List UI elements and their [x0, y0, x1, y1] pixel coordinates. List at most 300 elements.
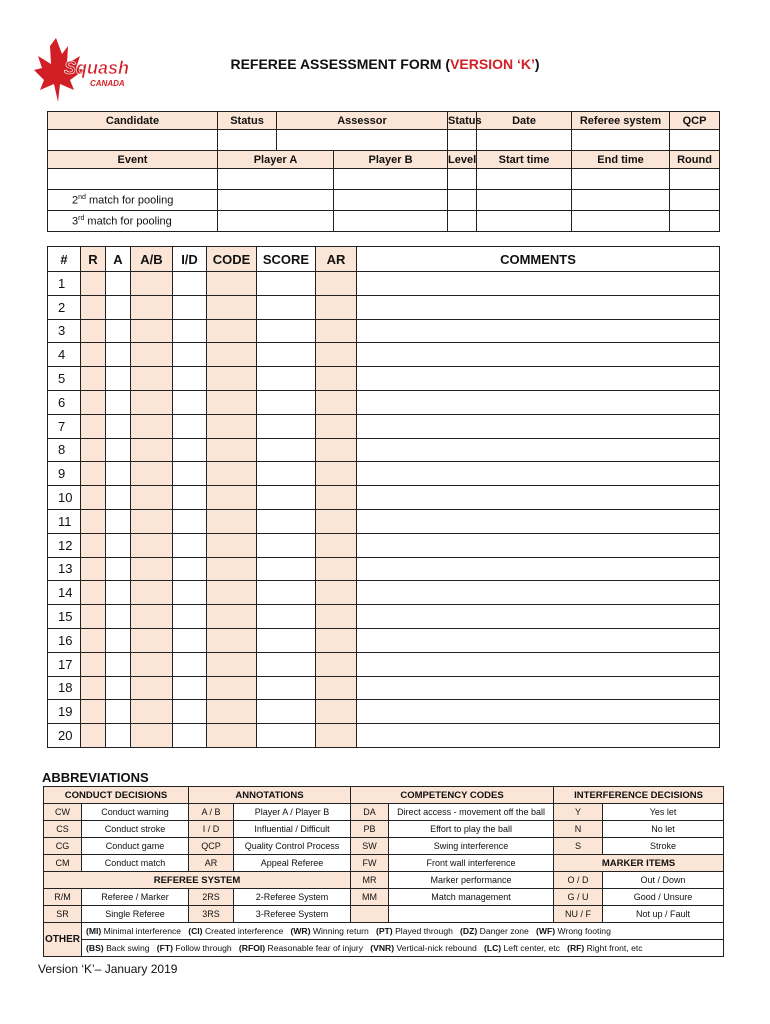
grid-cell-comments[interactable]	[357, 700, 720, 724]
grid-cell-comments[interactable]	[357, 605, 720, 629]
competency-code: FW	[351, 855, 389, 872]
grid-row[interactable]	[48, 509, 720, 533]
grid-cell-a[interactable]	[106, 367, 131, 391]
grid-row[interactable]	[48, 533, 720, 557]
other-code: (MI)	[86, 926, 102, 936]
grid-cell-ab[interactable]	[131, 414, 173, 438]
grid-cell-comments[interactable]	[357, 319, 720, 343]
grid-row[interactable]	[48, 676, 720, 700]
grid-cell-code[interactable]	[207, 272, 257, 296]
grid-cell-a[interactable]	[106, 581, 131, 605]
header-round: Round	[670, 151, 720, 169]
grid-cell-score[interactable]	[257, 462, 316, 486]
grid-row[interactable]	[48, 343, 720, 367]
grid-row[interactable]	[48, 581, 720, 605]
grid-cell-code[interactable]	[207, 724, 257, 748]
pool2-player-b[interactable]	[334, 190, 448, 211]
referee-system-field[interactable]	[572, 130, 670, 151]
abbr-row-5	[44, 872, 724, 889]
pool3-round[interactable]	[670, 211, 720, 232]
grid-cell-a[interactable]	[106, 557, 131, 581]
grid-cell-a[interactable]	[106, 414, 131, 438]
grid-cell-ab[interactable]	[131, 272, 173, 296]
competency-desc: Front wall interference	[389, 855, 554, 872]
grid-cell-ar[interactable]	[316, 724, 357, 748]
grid-cell-a[interactable]	[106, 652, 131, 676]
grid-cell-code[interactable]	[207, 581, 257, 605]
conduct-desc: Conduct stroke	[82, 821, 189, 838]
competency-desc: Marker performance	[389, 872, 554, 889]
grid-cell-score[interactable]	[257, 367, 316, 391]
grid-cell-ar[interactable]	[316, 390, 357, 414]
grid-cell-comments[interactable]	[357, 652, 720, 676]
grid-cell-code[interactable]	[207, 700, 257, 724]
grid-cell-comments[interactable]	[357, 557, 720, 581]
abbreviations-title: ABBREVIATIONS	[42, 770, 149, 785]
pool2-round[interactable]	[670, 190, 720, 211]
grid-cell-ab[interactable]	[131, 367, 173, 391]
conduct-code: CM	[44, 855, 82, 872]
grid-cell-ab[interactable]	[131, 533, 173, 557]
header-status-2: Status	[448, 112, 477, 130]
grid-cell-score[interactable]	[257, 295, 316, 319]
annotation-desc: Player A / Player B	[234, 804, 351, 821]
grid-cell-comments[interactable]	[357, 462, 720, 486]
grid-cell-comments[interactable]	[357, 628, 720, 652]
other-code: (PT)	[375, 926, 393, 936]
grid-cell-comments[interactable]	[357, 724, 720, 748]
grid-cell-id[interactable]	[173, 652, 207, 676]
row-number: 12	[48, 533, 81, 557]
grid-cell-ar[interactable]	[316, 272, 357, 296]
grid-cell-id[interactable]	[173, 533, 207, 557]
grid-cell-code[interactable]	[207, 533, 257, 557]
grid-cell-ar[interactable]	[316, 509, 357, 533]
grid-cell-score[interactable]	[257, 438, 316, 462]
pool3-player-b[interactable]	[334, 211, 448, 232]
grid-cell-ab[interactable]	[131, 295, 173, 319]
other-code: (FT)	[156, 943, 173, 953]
end-time-field[interactable]	[572, 169, 670, 190]
grid-cell-r[interactable]	[81, 509, 106, 533]
grid-cell-id[interactable]	[173, 319, 207, 343]
grid-cell-a[interactable]	[106, 462, 131, 486]
grid-cell-code[interactable]	[207, 557, 257, 581]
grid-cell-score[interactable]	[257, 414, 316, 438]
referee-system-header: REFEREE SYSTEM	[44, 872, 351, 889]
grid-cell-id[interactable]	[173, 462, 207, 486]
row-number: 20	[48, 724, 81, 748]
grid-row[interactable]	[48, 724, 720, 748]
pool3-end[interactable]	[572, 211, 670, 232]
grid-cell-ab[interactable]	[131, 343, 173, 367]
row-number: 11	[48, 509, 81, 533]
pool2-start[interactable]	[477, 190, 572, 211]
pooling-row-2nd[interactable]	[48, 190, 720, 211]
conduct-desc: Conduct match	[82, 855, 189, 872]
grid-cell-ab[interactable]	[131, 652, 173, 676]
row-number: 7	[48, 414, 81, 438]
grid-cell-id[interactable]	[173, 700, 207, 724]
grid-cell-ab[interactable]	[131, 319, 173, 343]
grid-body	[48, 272, 720, 748]
page-title	[0, 56, 770, 72]
grid-cell-score[interactable]	[257, 486, 316, 510]
grid-cell-id[interactable]	[173, 272, 207, 296]
grid-cell-ab[interactable]	[131, 486, 173, 510]
marker-header: MARKER ITEMS	[554, 855, 724, 872]
refsys-code: 3RS	[189, 906, 234, 923]
grid-row[interactable]	[48, 700, 720, 724]
grid-cell-id[interactable]	[173, 486, 207, 510]
other-desc: Minimal interference	[103, 926, 182, 936]
grid-cell-code[interactable]	[207, 676, 257, 700]
grid-cell-ab[interactable]	[131, 700, 173, 724]
grid-cell-score[interactable]	[257, 557, 316, 581]
grid-cell-comments[interactable]	[357, 486, 720, 510]
conduct-code: CG	[44, 838, 82, 855]
grid-cell-score[interactable]	[257, 581, 316, 605]
grid-cell-code[interactable]	[207, 509, 257, 533]
grid-cell-comments[interactable]	[357, 509, 720, 533]
col-id: I/D	[173, 247, 207, 272]
grid-cell-code[interactable]	[207, 628, 257, 652]
grid-cell-ar[interactable]	[316, 438, 357, 462]
col-r: R	[81, 247, 106, 272]
marker-desc: Good / Unsure	[603, 889, 724, 906]
grid-cell-ab[interactable]	[131, 581, 173, 605]
grid-row[interactable]	[48, 272, 720, 296]
logo-text-canada: CANADA	[90, 79, 125, 88]
grid-cell-score[interactable]	[257, 343, 316, 367]
squash-canada-logo	[34, 34, 130, 110]
grid-cell-ar[interactable]	[316, 319, 357, 343]
refsys-code: 2RS	[189, 889, 234, 906]
grid-cell-id[interactable]	[173, 605, 207, 629]
event-field[interactable]	[48, 169, 218, 190]
header-player-b: Player B	[334, 151, 448, 169]
grid-cell-ar[interactable]	[316, 462, 357, 486]
pool3-level[interactable]	[448, 211, 477, 232]
level-field[interactable]	[448, 169, 477, 190]
grid-cell-score[interactable]	[257, 509, 316, 533]
grid-cell-id[interactable]	[173, 295, 207, 319]
other-line-1	[82, 923, 724, 940]
grid-cell-code[interactable]	[207, 414, 257, 438]
grid-cell-ab[interactable]	[131, 390, 173, 414]
candidate-field[interactable]	[48, 130, 218, 151]
grid-cell-ab[interactable]	[131, 462, 173, 486]
grid-row[interactable]	[48, 390, 720, 414]
grid-cell-id[interactable]	[173, 414, 207, 438]
info-entry-row-1[interactable]	[48, 130, 720, 151]
status-field-2[interactable]	[448, 130, 477, 151]
grid-cell-ar[interactable]	[316, 367, 357, 391]
grid-cell-code[interactable]	[207, 295, 257, 319]
grid-row[interactable]	[48, 295, 720, 319]
grid-cell-a[interactable]	[106, 343, 131, 367]
grid-cell-comments[interactable]	[357, 414, 720, 438]
player-a-field[interactable]	[218, 169, 334, 190]
grid-cell-ab[interactable]	[131, 557, 173, 581]
grid-cell-ar[interactable]	[316, 581, 357, 605]
grid-row[interactable]	[48, 414, 720, 438]
start-time-field[interactable]	[477, 169, 572, 190]
grid-cell-ar[interactable]	[316, 343, 357, 367]
grid-cell-r[interactable]	[81, 533, 106, 557]
grid-cell-a[interactable]	[106, 676, 131, 700]
grid-row[interactable]	[48, 462, 720, 486]
grid-cell-a[interactable]	[106, 628, 131, 652]
grid-cell-score[interactable]	[257, 700, 316, 724]
annotation-desc: Influential / Difficult	[234, 821, 351, 838]
interference-header: INTERFERENCE DECISIONS	[554, 787, 724, 804]
other-code: (LC)	[483, 943, 502, 953]
grid-row[interactable]	[48, 319, 720, 343]
marker-desc: Not up / Fault	[603, 906, 724, 923]
other-desc: Played through	[395, 926, 453, 936]
player-b-field[interactable]	[334, 169, 448, 190]
abbr-row-7	[44, 906, 724, 923]
round-field[interactable]	[670, 169, 720, 190]
grid-cell-code[interactable]	[207, 319, 257, 343]
grid-cell-code[interactable]	[207, 486, 257, 510]
refsys-desc: Referee / Marker	[82, 889, 189, 906]
grid-cell-a[interactable]	[106, 700, 131, 724]
grid-row[interactable]	[48, 652, 720, 676]
row-number: 8	[48, 438, 81, 462]
grid-cell-r[interactable]	[81, 367, 106, 391]
grid-cell-r[interactable]	[81, 724, 106, 748]
grid-cell-ab[interactable]	[131, 438, 173, 462]
abbr-row-1	[44, 804, 724, 821]
grid-cell-comments[interactable]	[357, 676, 720, 700]
grid-cell-r[interactable]	[81, 414, 106, 438]
grid-cell-ar[interactable]	[316, 533, 357, 557]
grid-cell-a[interactable]	[106, 390, 131, 414]
row-number: 2	[48, 295, 81, 319]
abbr-row-3	[44, 838, 724, 855]
grid-cell-a[interactable]	[106, 272, 131, 296]
candidate-info-table	[47, 111, 720, 232]
pool2-level[interactable]	[448, 190, 477, 211]
grid-cell-ar[interactable]	[316, 605, 357, 629]
grid-cell-ar[interactable]	[316, 295, 357, 319]
grid-cell-r[interactable]	[81, 557, 106, 581]
grid-cell-score[interactable]	[257, 724, 316, 748]
competency-desc: Match management	[389, 889, 554, 906]
grid-cell-r[interactable]	[81, 272, 106, 296]
interference-code: S	[554, 838, 603, 855]
grid-cell-id[interactable]	[173, 343, 207, 367]
grid-cell-comments[interactable]	[357, 367, 720, 391]
other-desc: Created interference	[204, 926, 284, 936]
date-field[interactable]	[477, 130, 572, 151]
grid-cell-id[interactable]	[173, 367, 207, 391]
header-status: Status	[218, 112, 277, 130]
grid-cell-r[interactable]	[81, 295, 106, 319]
grid-cell-r[interactable]	[81, 438, 106, 462]
pool3-player-a[interactable]	[218, 211, 334, 232]
row-number: 9	[48, 462, 81, 486]
grid-cell-r[interactable]	[81, 628, 106, 652]
grid-cell-a[interactable]	[106, 533, 131, 557]
grid-cell-code[interactable]	[207, 438, 257, 462]
interference-code: N	[554, 821, 603, 838]
grid-cell-comments[interactable]	[357, 581, 720, 605]
grid-cell-ar[interactable]	[316, 628, 357, 652]
grid-cell-a[interactable]	[106, 486, 131, 510]
info-header-2	[48, 151, 720, 169]
grid-row[interactable]	[48, 557, 720, 581]
grid-cell-score[interactable]	[257, 319, 316, 343]
grid-cell-ab[interactable]	[131, 676, 173, 700]
grid-row[interactable]	[48, 367, 720, 391]
grid-cell-id[interactable]	[173, 390, 207, 414]
grid-cell-ab[interactable]	[131, 724, 173, 748]
grid-cell-a[interactable]	[106, 509, 131, 533]
grid-cell-ar[interactable]	[316, 700, 357, 724]
grid-cell-score[interactable]	[257, 605, 316, 629]
grid-cell-code[interactable]	[207, 367, 257, 391]
pooling-row-3rd[interactable]	[48, 211, 720, 232]
grid-cell-ab[interactable]	[131, 509, 173, 533]
competency-desc: Direct access - movement off the ball	[389, 804, 554, 821]
grid-cell-code[interactable]	[207, 343, 257, 367]
other-code: (RFOI)	[238, 943, 266, 953]
grid-cell-score[interactable]	[257, 652, 316, 676]
conduct-code: CW	[44, 804, 82, 821]
version-footer: Version ‘K’– January 2019	[38, 962, 178, 976]
grid-cell-r[interactable]	[81, 581, 106, 605]
grid-cell-id[interactable]	[173, 581, 207, 605]
grid-cell-ab[interactable]	[131, 605, 173, 629]
row-number: 15	[48, 605, 81, 629]
grid-cell-r[interactable]	[81, 605, 106, 629]
grid-cell-id[interactable]	[173, 509, 207, 533]
grid-row[interactable]	[48, 438, 720, 462]
grid-cell-id[interactable]	[173, 438, 207, 462]
header-event: Event	[48, 151, 218, 169]
grid-cell-ar[interactable]	[316, 557, 357, 581]
grid-cell-r[interactable]	[81, 486, 106, 510]
refsys-desc: 2-Referee System	[234, 889, 351, 906]
grid-cell-score[interactable]	[257, 676, 316, 700]
abbr-header-row	[44, 787, 724, 804]
grid-cell-ar[interactable]	[316, 676, 357, 700]
grid-cell-score[interactable]	[257, 533, 316, 557]
grid-cell-r[interactable]	[81, 343, 106, 367]
competency-code-empty	[351, 906, 389, 923]
grid-cell-r[interactable]	[81, 462, 106, 486]
qcp-field[interactable]	[670, 130, 720, 151]
header-qcp: QCP	[670, 112, 720, 130]
other-desc: Vertical-nick rebound	[396, 943, 477, 953]
grid-cell-ar[interactable]	[316, 414, 357, 438]
conduct-desc: Conduct game	[82, 838, 189, 855]
grid-cell-code[interactable]	[207, 390, 257, 414]
grid-cell-a[interactable]	[106, 319, 131, 343]
competency-desc: Effort to play the ball	[389, 821, 554, 838]
annotations-header: ANNOTATIONS	[189, 787, 351, 804]
row-number: 4	[48, 343, 81, 367]
title-close: )	[534, 56, 540, 72]
grid-cell-id[interactable]	[173, 724, 207, 748]
row-number: 6	[48, 390, 81, 414]
grid-cell-comments[interactable]	[357, 272, 720, 296]
other-desc: Back swing	[106, 943, 150, 953]
grid-cell-score[interactable]	[257, 390, 316, 414]
grid-cell-a[interactable]	[106, 295, 131, 319]
grid-cell-a[interactable]	[106, 438, 131, 462]
grid-row[interactable]	[48, 486, 720, 510]
pool2-player-a[interactable]	[218, 190, 334, 211]
grid-cell-ab[interactable]	[131, 628, 173, 652]
grid-cell-code[interactable]	[207, 652, 257, 676]
other-desc: Follow through	[175, 943, 232, 953]
col-comments: COMMENTS	[357, 247, 720, 272]
row-number: 1	[48, 272, 81, 296]
annotation-code: I / D	[189, 821, 234, 838]
grid-cell-r[interactable]	[81, 319, 106, 343]
other-line-2	[82, 940, 724, 957]
marker-code: G / U	[554, 889, 603, 906]
abbr-other-row-1	[44, 923, 724, 940]
competency-code: MR	[351, 872, 389, 889]
abbreviations-table	[43, 786, 724, 957]
grid-cell-code[interactable]	[207, 605, 257, 629]
pool2-end[interactable]	[572, 190, 670, 211]
grid-cell-a[interactable]	[106, 724, 131, 748]
col-ar: AR	[316, 247, 357, 272]
grid-cell-score[interactable]	[257, 628, 316, 652]
grid-cell-r[interactable]	[81, 676, 106, 700]
grid-cell-r[interactable]	[81, 390, 106, 414]
info-header-1	[48, 112, 720, 130]
grid-cell-r[interactable]	[81, 700, 106, 724]
assessor-field[interactable]	[277, 130, 448, 151]
grid-cell-r[interactable]	[81, 652, 106, 676]
grid-cell-comments[interactable]	[357, 438, 720, 462]
competency-desc: Swing interference	[389, 838, 554, 855]
grid-cell-code[interactable]	[207, 462, 257, 486]
grid-cell-ar[interactable]	[316, 486, 357, 510]
grid-cell-id[interactable]	[173, 676, 207, 700]
row-number: 10	[48, 486, 81, 510]
grid-cell-ar[interactable]	[316, 652, 357, 676]
info-entry-row-2[interactable]	[48, 169, 720, 190]
grid-cell-comments[interactable]	[357, 533, 720, 557]
row-number: 18	[48, 676, 81, 700]
competency-desc-empty	[389, 906, 554, 923]
grid-cell-id[interactable]	[173, 557, 207, 581]
grid-cell-comments[interactable]	[357, 343, 720, 367]
competency-code: PB	[351, 821, 389, 838]
grid-cell-score[interactable]	[257, 272, 316, 296]
header-date: Date	[477, 112, 572, 130]
col-a: A	[106, 247, 131, 272]
grid-cell-comments[interactable]	[357, 295, 720, 319]
grid-row[interactable]	[48, 628, 720, 652]
pool3-start[interactable]	[477, 211, 572, 232]
row-number: 3	[48, 319, 81, 343]
grid-cell-a[interactable]	[106, 605, 131, 629]
status-field[interactable]	[218, 130, 277, 151]
interference-desc: Yes let	[603, 804, 724, 821]
grid-cell-comments[interactable]	[357, 390, 720, 414]
grid-row[interactable]	[48, 605, 720, 629]
grid-cell-id[interactable]	[173, 628, 207, 652]
